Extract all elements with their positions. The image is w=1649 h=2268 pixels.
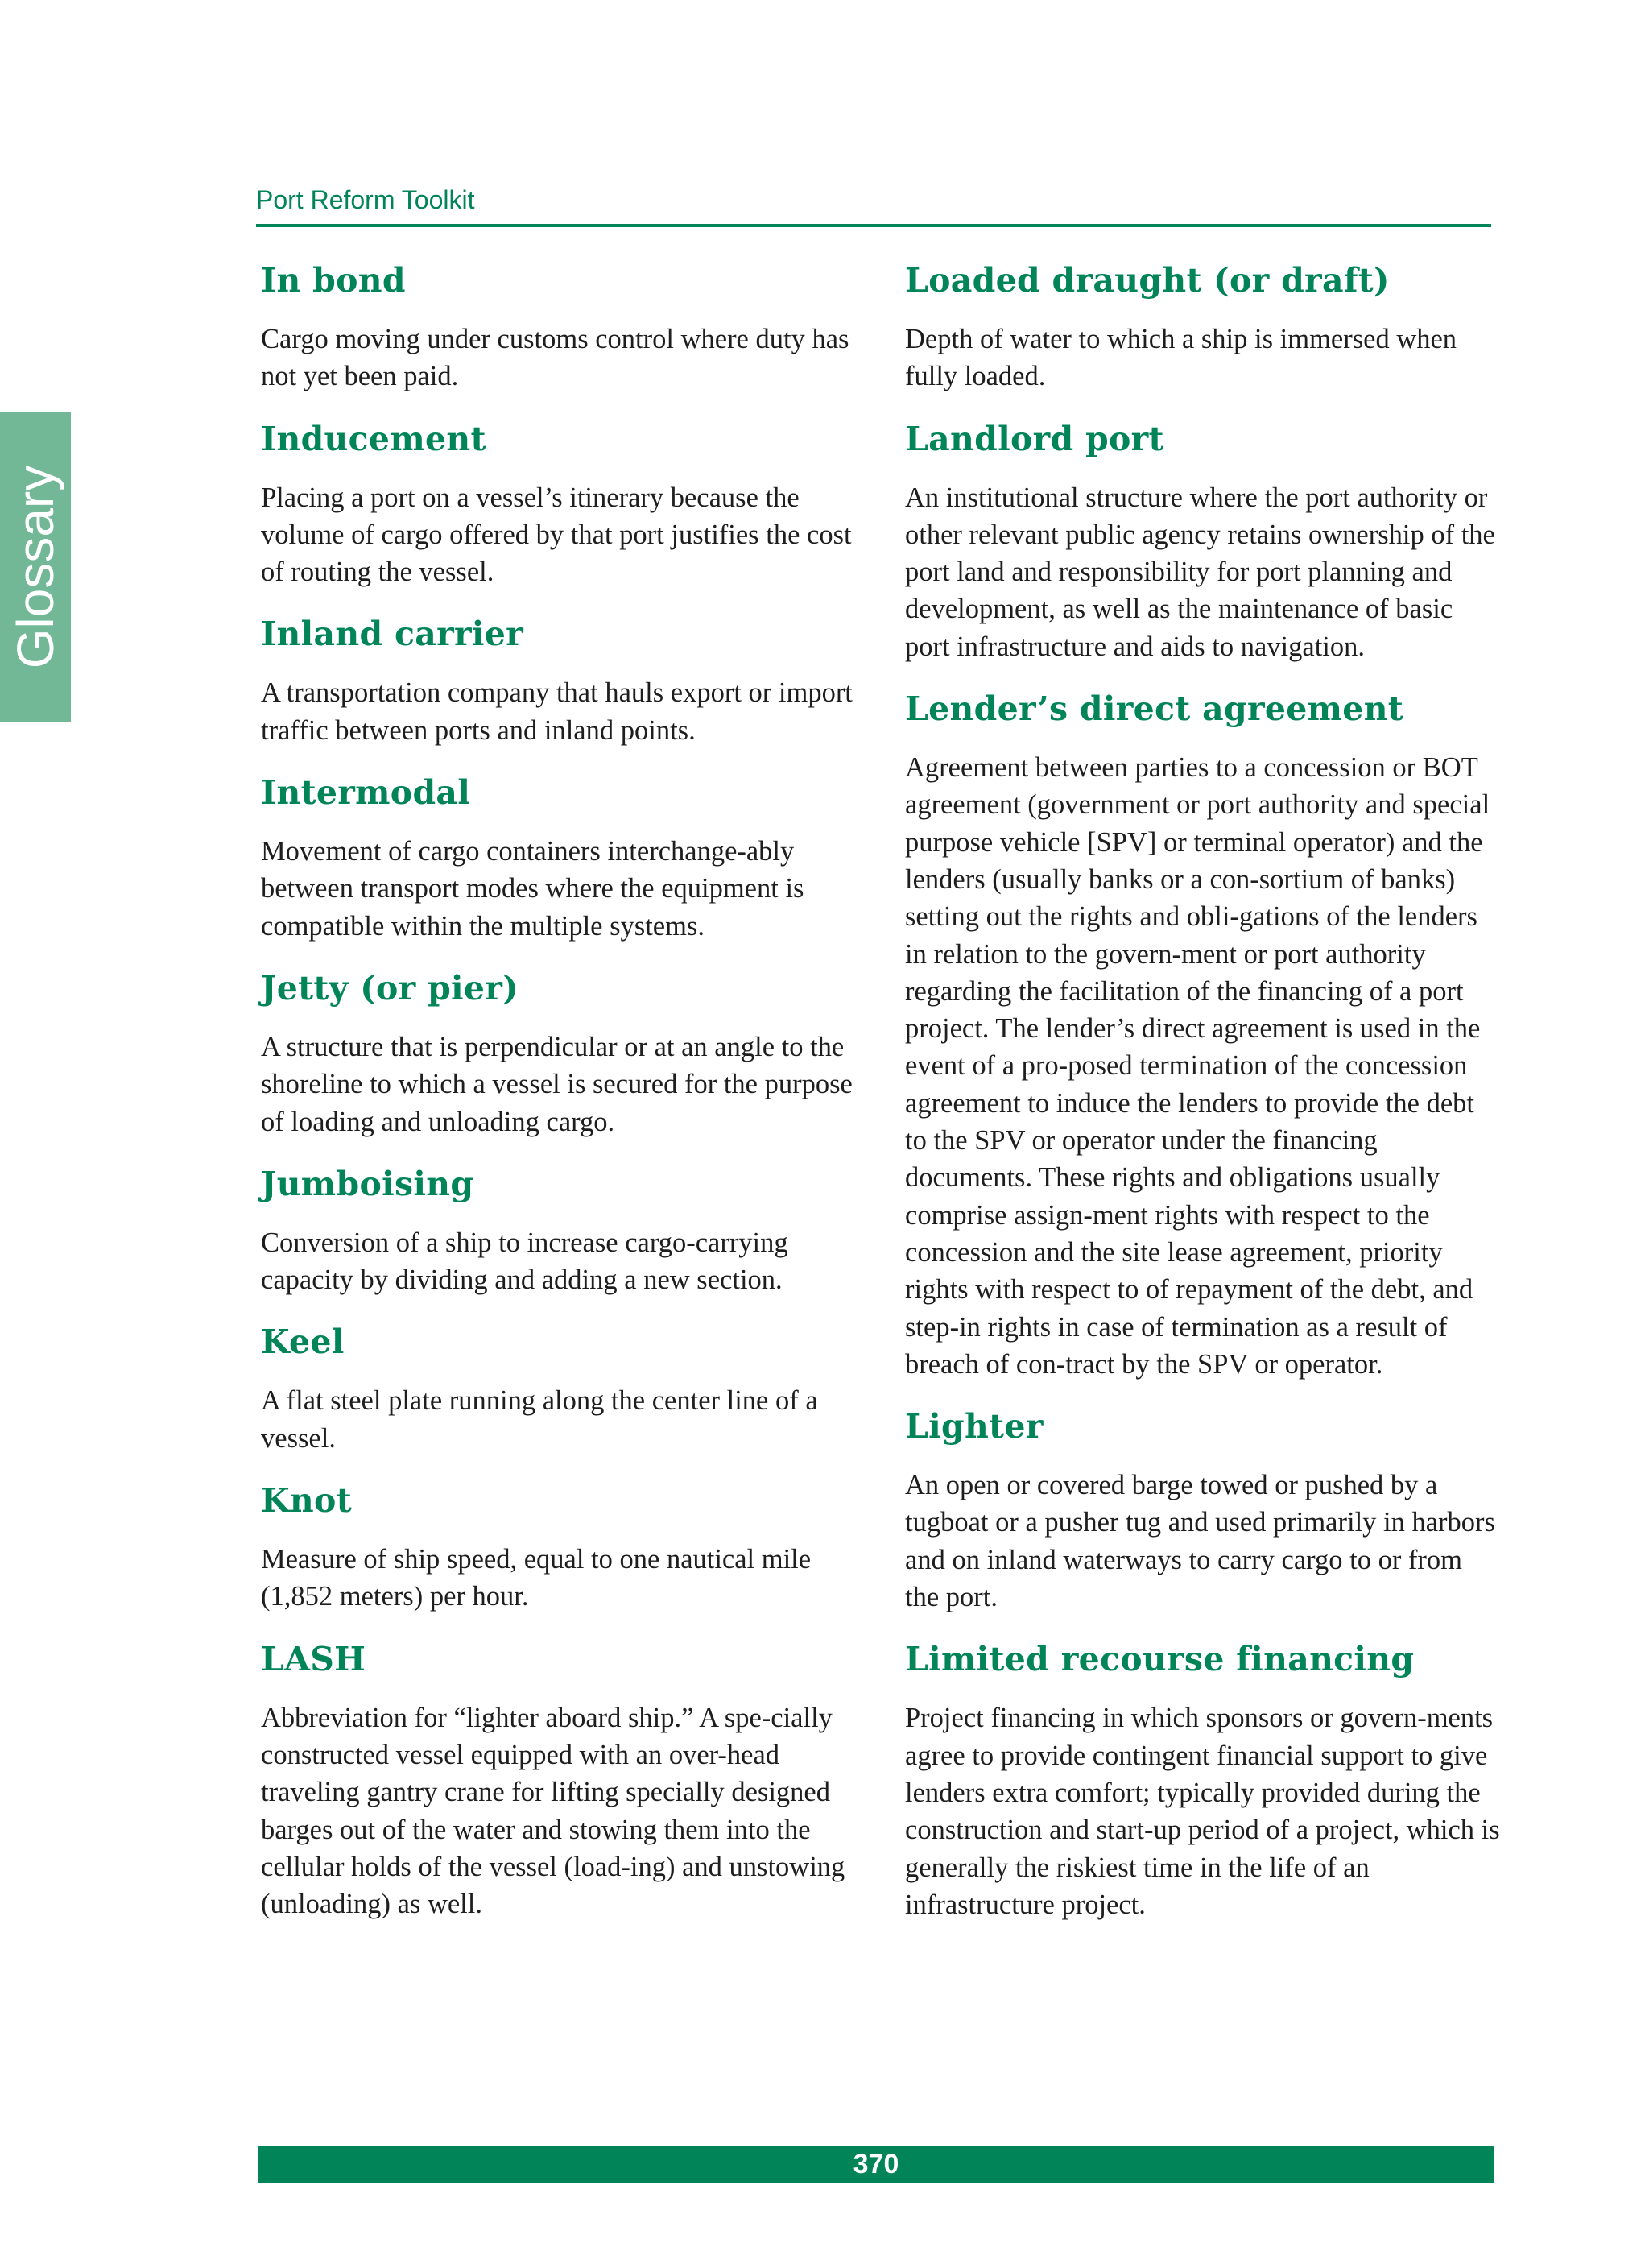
glossary-term: Landlord port: [905, 419, 1164, 458]
glossary-term: Lighter: [905, 1407, 1044, 1446]
glossary-entry-lighter: [905, 1404, 1502, 1616]
glossary-side-tab: [0, 412, 71, 722]
glossary-entry-jetty: [261, 966, 857, 1140]
side-tab-label: Glossary: [6, 465, 64, 669]
glossary-definition: Movement of cargo containers interchange-ably between transport modes where the equipment is compatible within the multiple systems.: [261, 836, 804, 942]
glossary-column-left: [261, 258, 857, 1943]
page-number: 370: [853, 2149, 899, 2179]
glossary-term: Jetty (or pier): [261, 968, 519, 1008]
glossary-term: Intermodal: [261, 773, 471, 813]
glossary-term: In bond: [261, 261, 406, 300]
glossary-term: Inducement: [261, 419, 486, 458]
header-rule: [256, 224, 1491, 227]
glossary-entry-intermodal: [261, 770, 857, 945]
glossary-definition: A flat steel plate running along the center line of a vessel.: [261, 1385, 818, 1454]
glossary-entry-inland-carrier: [261, 611, 857, 749]
glossary-term: Lender’s direct agreement: [905, 689, 1404, 729]
glossary-definition: Project financing in which sponsors or govern-ments agree to provide contingent financial support to give lenders extra comfort; typically provided during the construction and start-up period of a project, which is generally the riskiest time in the life of an infrastructure project.: [905, 1703, 1500, 1920]
glossary-entry-limited-recourse-financing: [905, 1637, 1502, 1923]
glossary-term: Knot: [261, 1481, 352, 1521]
glossary-entry-loaded-draught: [905, 258, 1502, 395]
glossary-entry-keel: [261, 1319, 857, 1457]
glossary-definition: A structure that is perpendicular or at an angle to the shoreline to which a vessel is secured for the purpose of loading and unloading cargo.: [261, 1031, 853, 1137]
glossary-column-right: [905, 258, 1502, 1944]
glossary-definition: Cargo moving under customs control where duty has not yet been paid.: [261, 324, 849, 392]
glossary-term: Loaded draught (or draft): [905, 261, 1390, 300]
glossary-definition: An open or covered barge towed or pushed by a tugboat or a pusher tug and used primarily in harbors and on inland waterways to carry cargo to or from the port.: [905, 1470, 1495, 1613]
glossary-definition: Agreement between parties to a concession or BOT agreement (government or port authority and special purpose vehicle [SPV] or terminal operator) and the lenders (usually banks or a con-sortium of banks) setting out the rights and obli-gations of the lenders in relation to the govern-ment or port authority regarding the facilitation of the financing of a port project. The lender’s direct agreement is used in the event of a pro-posed termination of the concession agreement to induce the lenders to provide the debt to the SPV or operator under the financing documents. These rights and obligations usually comprise assign-ment rights with respect to the concession and the site lease agreement, priority rights with respect to of repayment of the debt, and step-in rights in case of termination as a result of breach of con-tract by the SPV or operator.: [905, 752, 1490, 1380]
glossary-definition: A transportation company that hauls export or import traffic between ports and inland points.: [261, 677, 853, 746]
glossary-entry-jumboising: [261, 1161, 857, 1299]
glossary-definition: Conversion of a ship to increase cargo-carrying capacity by dividing and adding a new section.: [261, 1227, 788, 1296]
glossary-term: LASH: [261, 1639, 366, 1678]
glossary-term: Jumboising: [261, 1164, 474, 1203]
glossary-term: Limited recourse financing: [905, 1640, 1415, 1679]
header-title: Port Reform Toolkit: [256, 185, 475, 214]
glossary-entry-inducement: [261, 416, 857, 591]
glossary-definition: Placing a port on a vessel’s itinerary because the volume of cargo offered by that port justifies the cost of routing the vessel.: [261, 482, 852, 588]
glossary-definition: Depth of water to which a ship is immersed when fully loaded.: [905, 324, 1457, 392]
glossary-entry-knot: [261, 1478, 857, 1616]
glossary-entry-lenders-direct-agreement: [905, 686, 1502, 1383]
glossary-term: Inland carrier: [261, 615, 524, 654]
glossary-definition: An institutional structure where the port authority or other relevant public agency retains ownership of the port land and responsibility for port planning and development, as well as the maintenance of basic port infrastructure and aids to navigation.: [905, 482, 1495, 662]
glossary-entry-lash: [261, 1637, 857, 1923]
glossary-term: Keel: [261, 1322, 345, 1362]
footer-bar: [258, 2146, 1494, 2183]
running-header: [256, 181, 1491, 218]
glossary-definition: Abbreviation for “lighter aboard ship.” A spe-cially constructed vessel equipped with an over-head traveling gantry crane for lifting specially designed barges out of the water and stowing them into the cellular holds of the vessel (load-ing) and unstowing (unloading) as well.: [261, 1702, 845, 1920]
glossary-definition: Measure of ship speed, equal to one nautical mile (1,852 meters) per hour.: [261, 1544, 812, 1612]
glossary-entry-landlord-port: [905, 416, 1502, 665]
glossary-entry-in-bond: [261, 258, 857, 395]
